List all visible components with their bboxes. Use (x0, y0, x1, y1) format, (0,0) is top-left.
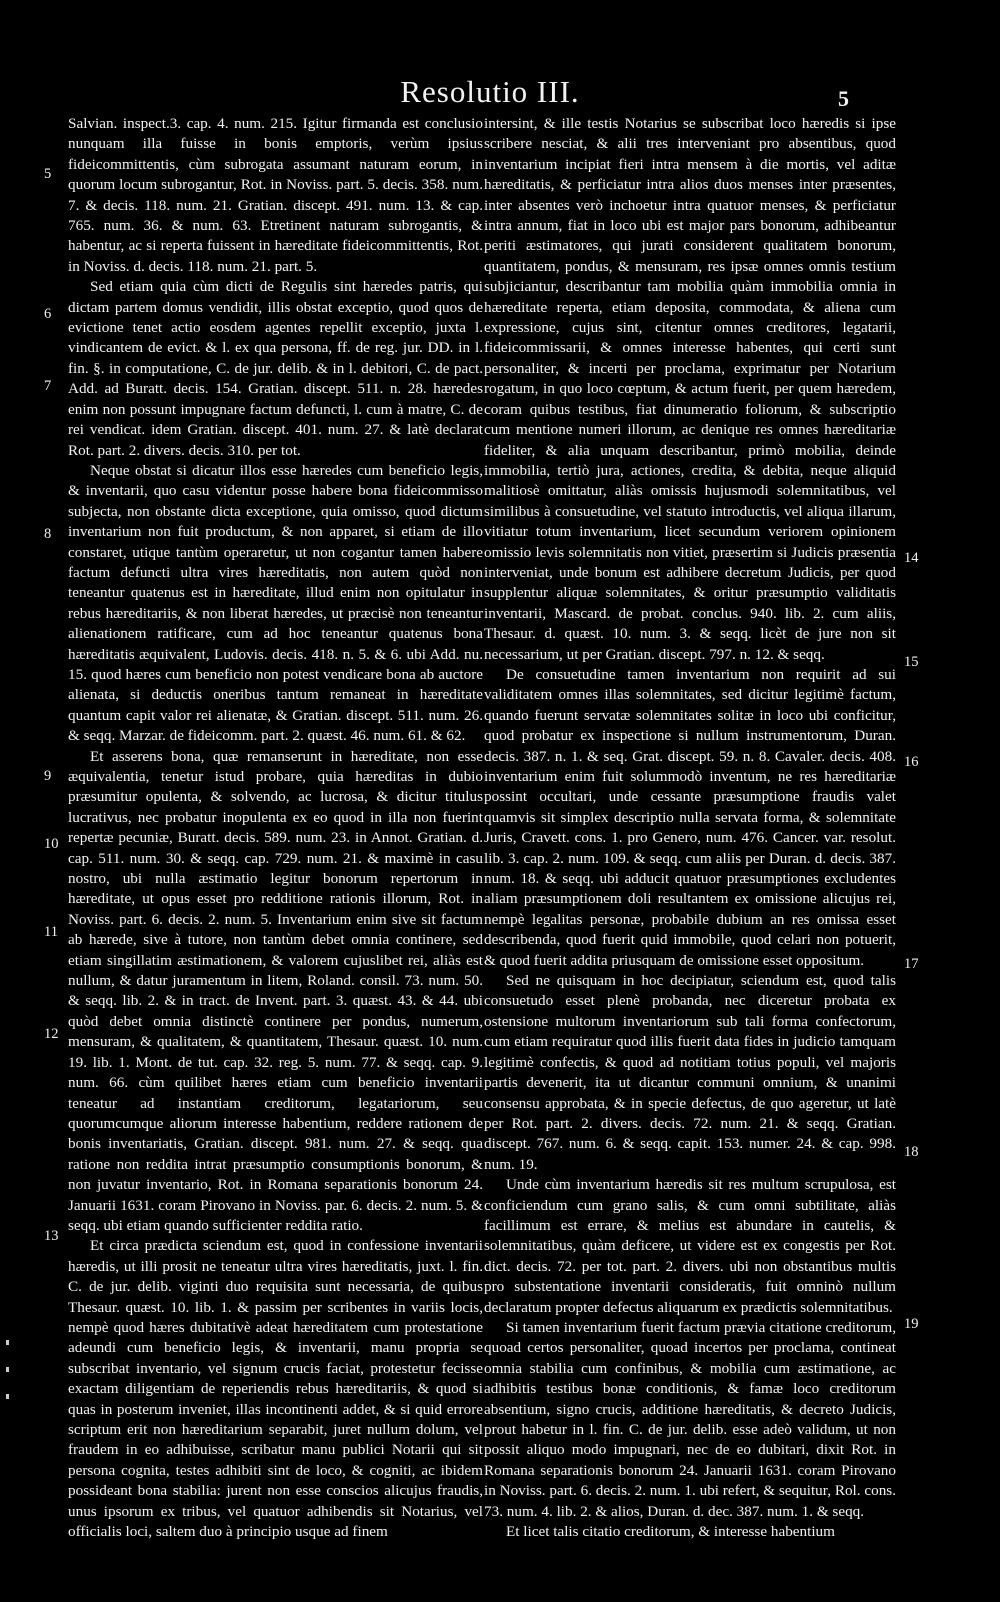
margin-number: 6 (44, 306, 52, 322)
margin-number: 17 (904, 956, 919, 972)
page-edge-marks (6, 1340, 9, 1421)
margin-number: 11 (44, 924, 58, 940)
edge-mark (6, 1394, 9, 1399)
margin-number: 15 (904, 654, 919, 670)
paragraph: Neque obstat si dicatur illos esse hæredes cum beneficio legis, & inventarii, quo casu videntur posse habere bona fideicommisso subjecta, non obstante dicta exceptione, quia omisso, quod dictum inventarium non fuit productum, & non apparet, si etiam de illo constaret, utique tantùm operaretur, ut non cogantur tamen habere factum defuncti ultra vires hæreditatis, non autem quòd non teneantur quatenus est in hæreditate, illud enim non opitulatur in rebus hæreditariis, & non liberat hæredes, ut præcisè non teneantur alienationem ratificare, cum ad hoc teneantur quatenus bona hæreditatis æquivalent, Ludovis. decis. 418. n. 5. & 6. ubi Add. nu. 15. quod hæres cum beneficio non potest vendicare bona ab auctore alienata, si deductis oneribus tantum remaneat in hæreditate quantum capit valor rei alienatæ, & Gratian. discept. 511. num. 26. & seqq. Marzar. de fideicomm. part. 2. quæst. 46. num. 61. & 62. (68, 461, 483, 745)
margin-number: 16 (904, 754, 919, 770)
margin-number: 14 (904, 550, 919, 566)
edge-mark (6, 1367, 9, 1372)
margin-number: 13 (44, 1228, 59, 1244)
margin-number: 9 (44, 768, 52, 784)
margin-number: 7 (44, 378, 52, 394)
paragraph: Et circa prædicta sciendum est, quod in confessione inventarii hæredis, ut illi prosit ne teneatur ultra vires hæreditatis, juxt. l. fin. C. de jur. delib. viginti duo requisita sunt necessaria, de quibus Thesaur. quæst. 10. lib. 1. & passim per scribentes in variis locis, nempè quod hæres dubitativè adeat hæreditatem cum protestatione adeundi cum beneficio legis, & inventarii, manu propria se subscribat inventario, vel signum crucis faciat, protestetur fecisse exactam diligentiam de reperiendis rebus hæreditariis, & quod si quas in posterum inveniet, illas incontinenti addet, & si quid errore scriptum erit non hæreditarium separabit, juret nullum dolum, vel fraudem in eo adhibuisse, scribatur manu publici Notarii qui sit persona cognita, testes adhibiti sint de loco, & cogniti, ac ibidem possideant bona stabilia: jurent non esse conscios alicujus fraudis, unus ipsorum ex tribus, vel quatuor adhibendis sit Notarius, vel officialis loci, saltem duo à principio usque ad finem (68, 1237, 483, 1541)
paragraph: Et asserens bona, quæ remanserunt in hæreditate, non esse æquivalentia, tenetur istud probare, quia hæreditas in dubio præsumitur opulenta, & solvendo, ac lucrosa, & dicitur titulus lucrativus, nec probatur inopulenta ex eo quod in illa non fuerint repertæ pecuniæ, Buratt. decis. 589. num. 23. in Annot. Gratian. d. cap. 511. num. 30. & seqq. cap. 729. num. 21. & maximè in casu nostro, ubi nulla æstimatio legitur bonorum repertorum in hæreditate, ut opus esset pro redditione rationis illorum, Rot. in Noviss. part. 6. decis. 2. num. 5. Inventarium enim sive sit factum ab hærede, sive à tutore, non tantùm debet omnia continere, sed etiam singillatim æstimationem, & valorem cujuslibet rei, aliàs est nullum, & datur juramentum in litem, Roland. consil. 73. num. 50. & seqq. lib. 2. & in tract. de Invent. part. 3. quæst. 43. & 44. ubi quòd debet omnia distinctè continere per pondus, numerum, mensuram, & qualitatem, & quantitatem, Thesaur. quæst. 10. num. 19. lib. 1. Mont. de tut. cap. 32. reg. 5. num. 77. & seqq. cap. 9. num. 66. cùm quilibet hæres etiam cum beneficio inventarii teneatur ad instantiam creditorum, legatariorum, seu quorumcumque aliorum interesse habentium, reddere rationem de bonis inventariatis, Gratian. discept. 981. num. 27. & seqq. qua ratione non reddita intrat præsumptio consumptionis bonorum, & non juvatur inventario, Rot. in Romana separationis bonorum 24. Januarii 1631. coram Pirovano in Noviss. par. 6. decis. 2. num. 5. & seqq. ubi etiam quando sufficienter reddita ratio. (68, 747, 483, 1234)
margin-number: 8 (44, 526, 52, 542)
paragraph: Unde cùm inventarium hæredis sit res multum scrupulosa, est conficiendum cum grano salis, & cum omni subtilitate, aliàs facillimum est errare, & melius est abundare in cautelis, & solemnitatibus, quàm deficere, ut videre est ex congestis per Rot. dict. decis. 72. per tot. part. 2. divers. ubi non obstantibus multis pro substentatione inventarii consideratis, fuit omninò nullum declaratum propter defectus aliquarum ex prædictis solemnitatibus. (484, 1176, 896, 1316)
right-column (484, 114, 896, 1542)
margin-number: 12 (44, 1026, 59, 1042)
margin-number: 5 (44, 166, 52, 182)
edge-mark (6, 1340, 9, 1345)
paragraph: Sed ne quisquam in hoc decipiatur, sciendum est, quod talis consuetudo esset plenè probanda, nec diceretur probata ex ostensione multorum inventariorum sub tali forma confectorum, cum etiam requiratur quod illis fuerit data fides in judicio tamquam legitimè confectis, & quod ad notitiam totius populi, vel majoris partis devenerit, ita ut dicantur communi omnium, & unanimi consensu approbata, & in specie defectus, de quo ageretur, ut latè per Rot. part. 2. divers. decis. 72. num. 21. & seqq. Gratian. discept. 767. num. 6. & seqq. capit. 153. numer. 24. & cap. 998. num. 19. (484, 972, 896, 1173)
paragraph: De consuetudine tamen inventarium non requirit ad sui validitatem omnes illas solemnitates, sed dicitur legitimè factum, quando fuerunt servatæ solemnitates solitæ in loco ubi conficitur, quod probatur ex inspectione si nullum instrumentorum, Duran. decis. 387. n. 1. & seq. Grat. discept. 59. n. 8. Cavaler. decis. 408. inventarium enim fuit solummodò inventum, ne res hæreditariæ possint occultari, unde cessante præsumptione fraudis valet quamvis sit simplex descriptio nulla servata forma, & solemnitate Juris, Cravett. cons. 1. pro Genero, num. 476. Cancer. var. resolut. lib. 3. cap. 2. num. 109. & seqq. cum aliis per Duran. d. decis. 387. num. 18. & seqq. ubi adducit quatuor præsumptiones excludentes aliam præsumptionem doli resultantem ex omissione alicujus rei, nempè legalitas personæ, probabile dubium an res omissa esset describenda, quod fuerit quid immobile, quod celari non potuerit, & quod fuerit addita priusquam de omissione esset oppositum. (484, 665, 896, 969)
paragraph: intersint, & ille testis Notarius se subscribat loco hæredis si ipse scribere nesciat, & alii tres interveniant pro absentibus, quod inventarium incipiat fieri intra mensem à die mortis, vel aditæ hæreditatis, & perficiatur intra alios duos menses inter præsentes, inter absentes verò inchoetur intra quatuor menses, & perficiatur intra annum, fiat in loco ubi est major pars bonorum, adhibeantur periti æstimatores, qui jurati considerent qualitatem bonorum, quantitatem, pondus, & mensuram, res ipsæ omnes omnis testium subjiciantur, describantur tam mobilia quàm immobilia omnia in hæreditate reperta, etiam deposita, commodata, & aliena cum expressione, cujus sint, citentur omnes creditores, legatarii, fideicommissarii, & omnes interesse habentes, qui certi sunt personaliter, & incerti per proclama, exprimatur per Notarium rogatum, in quo loco cœptum, & actum fuerit, per quem hæredem, coram quibus testibus, fiat dinumeratio foliorum, & subscriptio cum mentione numeri illorum, ac denique res omnes hæreditariæ fideliter, & alia unquam describantur, primò mobilia, deinde immobilia, tertiò jura, actiones, credita, & debita, neque aliquid malitiosè omittatur, aliàs omissis hujusmodi solemnitatibus, vel similibus à consuetudine, vel statuto introductis, vel aliqua illarum, vitiatur totum inventarium, licet secundum veriorem opinionem omissio levis solemnitatis non vitiet, præsertim si Judicis præsentia interveniat, unde bonum est adhibere decretum Judicis, per quod supplentur aliquæ solemnitates, & oritur præsumptio validitatis inventarii, Mascard. de probat. conclus. 940. lib. 2. cum aliis, Thesaur. d. quæst. 10. num. 3. & seqq. licèt de jure non sit necessarium, ut per Gratian. discept. 797. n. 12. & seqq. (484, 115, 896, 663)
paragraph: Salvian. inspect.3. cap. 4. num. 215. Igitur firmanda est conclusio nunquam illa fuisse in bonis emptoris, verùm ipsius fideicommittentis, cùm subrogata assumant naturam eorum, in quorum locum subrogantur, Rot. in Noviss. part. 5. decis. 358. num. 7. & decis. 118. num. 21. Gratian. discept. 491. num. 13. & cap. 765. num. 36. & num. 63. Etretinent naturam subrogantis, & habentur, ac si reperta fuissent in hæreditate fideicommittentis, Rot. in Noviss. d. decis. 118. num. 21. part. 5. (68, 115, 483, 275)
page-number: 5 (838, 86, 849, 111)
paragraph: Si tamen inventarium fuerit factum prævia citatione creditorum, quoad certos personaliter, quoad incertos per proclama, contineat omnia stabilia cum confinibus, & mobilia cum æstimatione, ac adhibitis testibus bonæ conditionis, & famæ loco creditorum absentium, signo crucis, additione hæreditatis, & decreto Judicis, prout habetur in l. fin. C. de jur. delib. esse adeò validum, ut non possit aliquo modo impugnari, nec de eo dubitari, dixit Rot. in Romana separationis bonorum 24. Januarii 1631. coram Pirovano in Noviss. part. 6. decis. 2. num. 1. ubi refert, & sequitur, Rol. cons. 73. num. 4. lib. 2. & alios, Duran. d. dec. 387. num. 1. & seqq. (484, 1318, 896, 1520)
margin-number: 10 (44, 836, 59, 852)
margin-number: 19 (904, 1316, 919, 1332)
left-column (68, 114, 483, 1542)
paragraph: Et licet talis citatio creditorum, & interesse habentium (506, 1523, 835, 1541)
running-header: Resolutio III. (400, 74, 580, 109)
margin-number: 18 (904, 1144, 919, 1160)
paragraph: Sed etiam quia cùm dicti de Regulis sint hæredes patris, qui dictam partem domus vendidit, illis obstat exceptio, quod quos de evictione tenet actio eosdem agentes repellit exceptio, juxta l. vindicantem de evict. & l. ex qua persona, ff. de reg. jur. DD. in l. fin. §. in computatione, C. de jur. delib. & in l. debitori, C. de pact. Add. ad Buratt. decis. 154. Gratian. discept. 511. n. 28. hæredes enim non possunt impugnare factum defuncti, l. cum à matre, C. de rei vendicat. idem Gratian. discept. 401. num. 27. & latè declarat Rot. part. 2. divers. decis. 310. per tot. (68, 278, 483, 459)
